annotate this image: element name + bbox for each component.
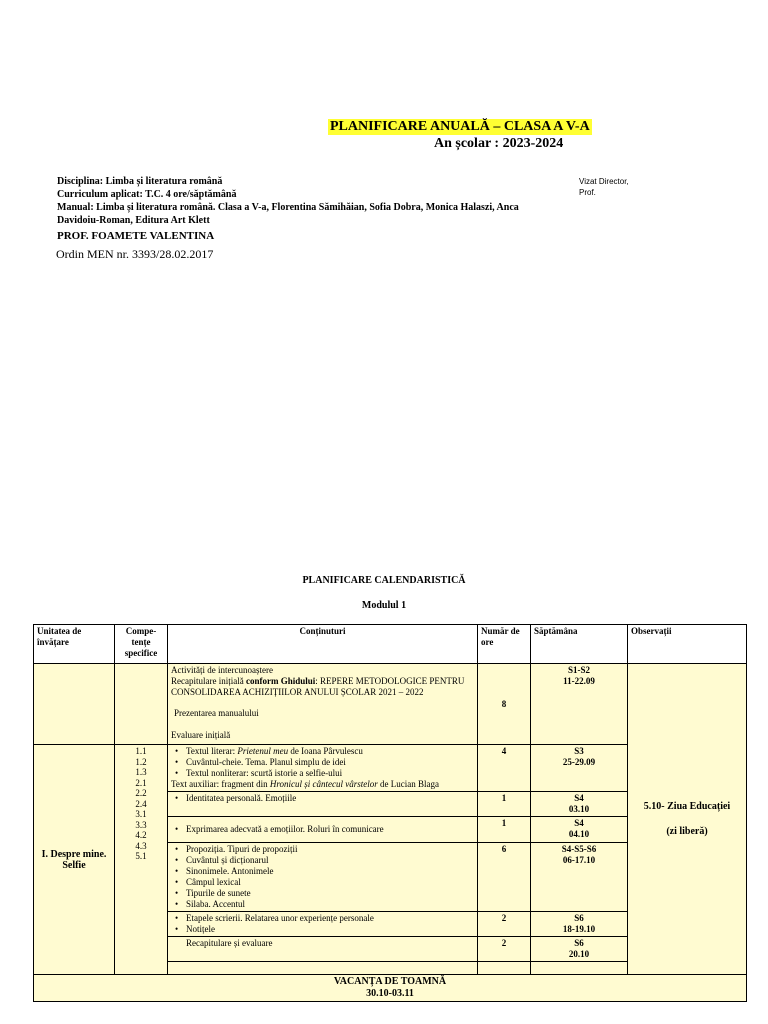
- contents-cell: [168, 843, 478, 912]
- row-hours: 4: [478, 745, 531, 792]
- discipline-line: Disciplina: Limba și literatura română: [57, 176, 223, 187]
- row-week: S4: [574, 818, 584, 828]
- table-row-intro: [34, 664, 747, 745]
- empty-cell: [478, 962, 531, 975]
- competence-item: 2.1: [135, 777, 147, 788]
- row-week: S6: [574, 938, 584, 948]
- header-contents: Conținuturi: [168, 625, 478, 664]
- intro-evaluation: Evaluare inițială: [171, 730, 231, 740]
- list-item: • Tipurile de sunete: [171, 888, 474, 899]
- content-author: de Ioana Pârvulescu: [288, 746, 363, 756]
- row-hours: 1: [478, 817, 531, 843]
- empty-cell: [168, 962, 478, 975]
- approval-director: Vizat Director,: [579, 177, 629, 186]
- row-hours: 6: [478, 843, 531, 912]
- competence-item: 1.2: [135, 756, 147, 767]
- empty-cell: [531, 962, 628, 975]
- row-hours: 2: [478, 937, 531, 962]
- ministry-order: Ordin MEN nr. 3393/28.02.2017: [56, 247, 214, 261]
- contents-cell: [168, 912, 478, 937]
- module-title: Modulul 1: [361, 600, 407, 611]
- auxiliary-text: [171, 779, 474, 790]
- row-dates: 25-29.09: [562, 757, 596, 767]
- competence-item: 3.1: [135, 809, 147, 819]
- row-week: S4-S5-S6: [561, 844, 597, 854]
- curriculum-line: Curriculum aplicat: T.C. 4 ore/săptămână: [57, 189, 237, 200]
- aux-title: Hronicul și cântecul vârstelor: [269, 779, 378, 789]
- notes-day-off: (zi liberă): [666, 826, 708, 837]
- row-hours: 1: [478, 792, 531, 817]
- intro-manual-presentation: Prezentarea manualului: [174, 708, 259, 718]
- manual-line-continued: Davidoiu-Roman, Editura Art Klett: [57, 215, 210, 226]
- competence-item: 3.3: [135, 819, 147, 830]
- intro-activity: Activități de intercunoaștere: [171, 665, 273, 675]
- professor-name: PROF. FOAMETE VALENTINA: [57, 230, 215, 242]
- row-dates: 03.10: [568, 804, 590, 814]
- header-hours: Număr de ore: [478, 625, 531, 664]
- competence-item: 2.2: [135, 788, 147, 798]
- notes-cell: [628, 664, 747, 975]
- header-notes: Observații: [628, 625, 747, 664]
- aux-author: de Lucian Blaga: [377, 779, 439, 789]
- row-week-cell: [531, 817, 628, 843]
- header-unit: Unitatea de învățare: [34, 625, 115, 664]
- header-competences: Compe-tențe specifice: [115, 625, 168, 664]
- list-item: • Etapele scrierii. Relatarea unor experiențe personale: [171, 913, 474, 924]
- list-item: • Notițele: [171, 924, 474, 935]
- contents-list: [171, 844, 474, 910]
- competence-item: 4.3: [135, 840, 147, 851]
- planning-table: [33, 624, 747, 1002]
- list-item: • Câmpul lexical: [171, 877, 474, 888]
- intro-hours: 8: [478, 664, 531, 745]
- aux-text: Text auxiliar: fragment din: [171, 779, 270, 789]
- school-year: An școlar : 2023-2024: [434, 136, 564, 151]
- list-item: [171, 746, 474, 757]
- competence-item: 2.4: [135, 798, 147, 809]
- list-item: • Sinonimele. Antonimele: [171, 866, 474, 877]
- list-item: • Identitatea personală. Emoțiile: [171, 793, 474, 804]
- intro-recap-text: Recapitulare inițială: [171, 676, 246, 686]
- competence-item: 1.3: [135, 767, 147, 777]
- manual-line: Manual: Limba și literatura română. Clasa a V-a, Florentina Sămihăian, Sofia Dobra, Monica Halaszi, Anca: [57, 202, 519, 213]
- intro-unit-cell: [34, 664, 115, 745]
- section-title: PLANIFICARE CALENDARISTICĂ: [302, 575, 466, 586]
- row-hours: 2: [478, 912, 531, 937]
- contents-list: [171, 746, 474, 779]
- unit-title: I. Despre mine. Selfie: [34, 745, 115, 975]
- competence-item: 1.1: [135, 746, 147, 756]
- row-week: S6: [574, 913, 584, 923]
- contents-cell: [168, 817, 478, 843]
- contents-list: [171, 913, 474, 935]
- notes-holiday: 5.10- Ziua Educației: [643, 801, 731, 812]
- row-week: S4: [574, 793, 584, 803]
- list-item: • Silaba. Accentul: [171, 899, 474, 910]
- contents-list: [171, 824, 474, 835]
- intro-competences-cell: [115, 664, 168, 745]
- contents-cell: [168, 792, 478, 817]
- approval-prof: Prof.: [579, 188, 596, 197]
- intro-recap: [171, 676, 474, 698]
- contents-cell: Recapitulare și evaluare: [168, 937, 478, 962]
- row-dates: 04.10: [568, 829, 590, 839]
- vacation-title: VACANȚA DE TOAMNĂ: [333, 976, 447, 987]
- competence-item: 5.1: [135, 851, 147, 861]
- approval-block: [579, 176, 629, 198]
- row-week-cell: [531, 745, 628, 792]
- intro-week: S1-S2: [567, 665, 590, 675]
- intro-recap-bold: conform Ghidului: [245, 676, 316, 686]
- row-week-cell: [531, 912, 628, 937]
- table-header-row: [34, 625, 747, 664]
- competences-cell: [115, 745, 168, 975]
- list-item: • Exprimarea adecvată a emoțiilor. Roluri în comunicare: [171, 824, 474, 835]
- row-dates: 18-19.10: [562, 924, 596, 934]
- row-dates: 20.10: [568, 949, 590, 959]
- intro-dates: 11-22.09: [563, 676, 595, 686]
- row-week: S3: [574, 746, 584, 756]
- intro-contents-cell: [168, 664, 478, 745]
- header-week: Săptămâna: [531, 625, 628, 664]
- list-item: • Textul nonliterar: scurtă istorie a selfie-ului: [171, 768, 474, 779]
- literary-title: Prietenul meu: [237, 746, 289, 756]
- list-item: • Cuvântul-cheie. Tema. Planul simplu de idei: [171, 757, 474, 768]
- row-week-cell: [531, 792, 628, 817]
- contents-cell: [168, 745, 478, 792]
- row-week-cell: [531, 937, 628, 962]
- content-text: Textul literar:: [186, 746, 238, 756]
- competence-item: 4.2: [135, 830, 147, 840]
- intro-recap-rest: : REPERE METODOLOGICE PENTRU CONSOLIDAREA ACHIZIȚIILOR ANULUI ȘCOLAR 2021 – 2022: [171, 676, 465, 697]
- vacation-dates: 30.10-03.11: [366, 988, 414, 999]
- contents-list: [171, 793, 474, 804]
- list-item: • Propoziția. Tipuri de propoziții: [171, 844, 474, 855]
- vacation-cell: [34, 975, 747, 1002]
- document-title: PLANIFICARE ANUALĂ – CLASA A V-A: [330, 119, 590, 134]
- list-item: • Cuvântul și dicționarul: [171, 855, 474, 866]
- row-week-cell: [531, 843, 628, 912]
- vacation-row: [34, 975, 747, 1002]
- row-dates: 06-17.10: [562, 855, 596, 865]
- intro-week-cell: [531, 664, 628, 745]
